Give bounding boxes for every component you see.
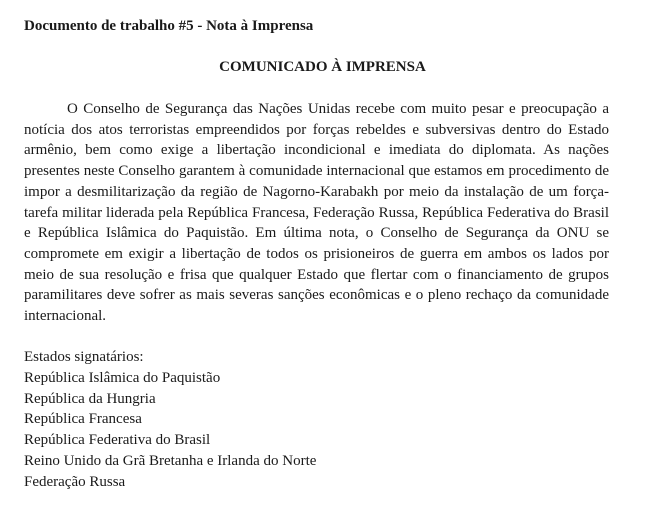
signatory-item: Federação Russa (24, 473, 126, 490)
signatory-item: República Federativa do Brasil (24, 432, 211, 449)
signatories-label: Estados signatários: (24, 349, 144, 365)
signatories-block (24, 347, 316, 493)
signatory-item: Reino Unido da Grã Bretanha e Irlanda do Norte (24, 452, 317, 469)
document-header: Documento de trabalho #5 - Nota à Imprensa (24, 18, 314, 34)
signatory-item: República Francesa (24, 411, 142, 428)
signatory-item: República da Hungria (24, 390, 156, 407)
body-paragraph: O Conselho de Segurança das Nações Unidas recebe com muito pesar e preocupação a notícia dos atos terroristas empreendidos por forças rebeldes e subversivas dentro do Estado armênio, bem como exige a libertação incondicional e imediata do diplomata. As nações presentes neste Conselho garantem à comunidade internacional que estamos em procedimento de impor a desmilitarização da região de Nagorno-Karabakh por meio da instalação de um força-tarefa militar liderada pela República Francesa, Federação Russa, República Federativa do Brasil e República Islâmica do Paquistão. Em última nota, o Conselho de Segurança da ONU se compromete em exigir a libertação de todos os prisioneiros de guerra em ambos os lados por meio de sua resolução e frisa que qualquer Estado que flertar com o financiamento de grupos paramilitares deve sofrer as mais severas sanções econômicas e o pleno rechaço da comunidade internacional. (24, 101, 609, 325)
document-title: COMUNICADO À IMPRENSA (219, 59, 426, 75)
signatory-item: República Islâmica do Paquistão (24, 369, 221, 386)
